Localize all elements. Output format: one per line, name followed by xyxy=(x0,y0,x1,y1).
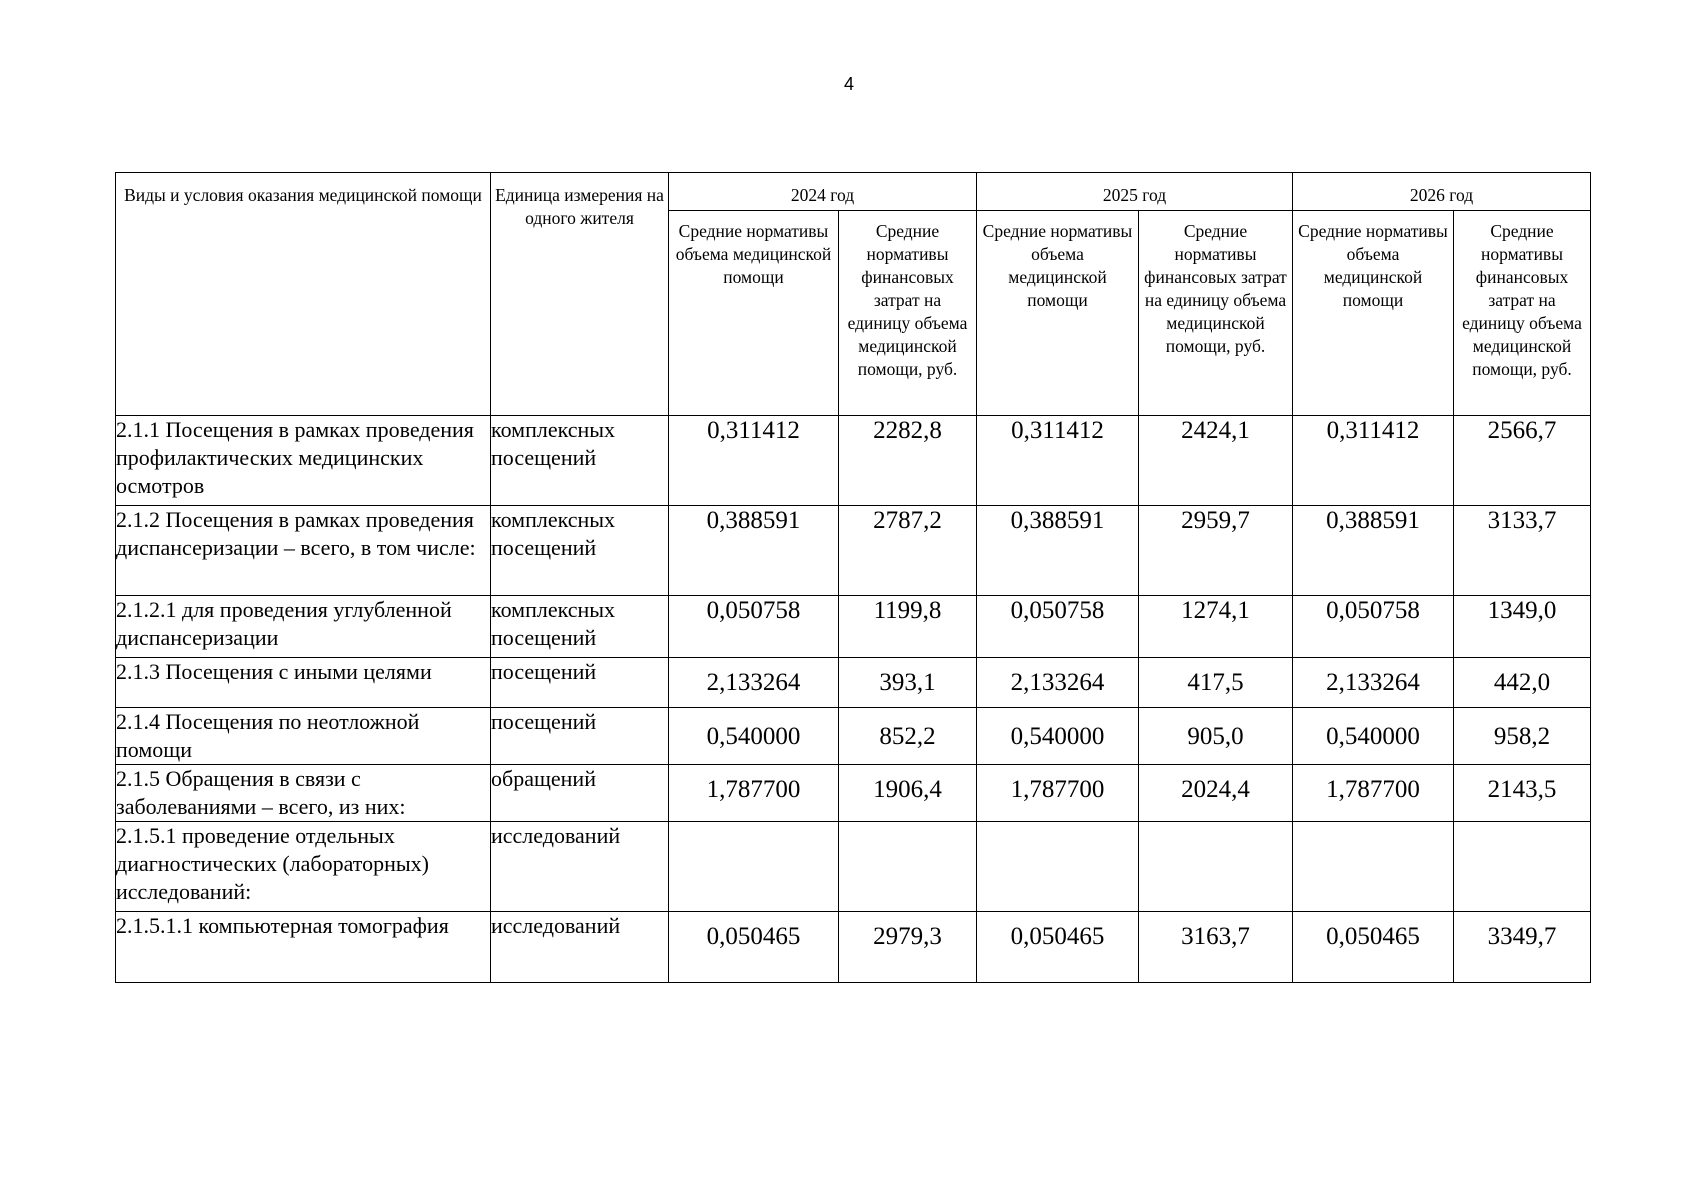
row-label: 2.1.1 Посещения в рамках проведения профилактических медицинских осмотров xyxy=(116,416,491,506)
cost-2025: 905,0 xyxy=(1139,708,1293,765)
table-row xyxy=(116,765,1591,822)
header-unit: Единица измерения на одного жителя xyxy=(491,173,669,416)
cost-2024 xyxy=(839,822,977,912)
volume-2026 xyxy=(1293,822,1454,912)
volume-2025: 0,050758 xyxy=(977,596,1139,658)
table-body xyxy=(116,416,1591,983)
volume-2024: 0,311412 xyxy=(669,416,839,506)
cost-2024: 2979,3 xyxy=(839,912,977,983)
table-row xyxy=(116,416,1591,506)
header-volume-2026: Средние нормативы объема медицинской помощи xyxy=(1293,211,1454,416)
volume-2025: 1,787700 xyxy=(977,765,1139,822)
cost-2025: 1274,1 xyxy=(1139,596,1293,658)
volume-2025: 2,133264 xyxy=(977,658,1139,708)
volume-2025: 0,388591 xyxy=(977,506,1139,596)
row-unit: исследований xyxy=(491,822,669,912)
volume-2026: 1,787700 xyxy=(1293,765,1454,822)
volume-2024: 0,050465 xyxy=(669,912,839,983)
cost-2025: 3163,7 xyxy=(1139,912,1293,983)
volume-2025: 0,540000 xyxy=(977,708,1139,765)
volume-2024: 0,050758 xyxy=(669,596,839,658)
volume-2025: 0,311412 xyxy=(977,416,1139,506)
table-row xyxy=(116,658,1591,708)
row-unit: исследований xyxy=(491,912,669,983)
row-unit: комплексных посещений xyxy=(491,506,669,596)
cost-2026 xyxy=(1454,822,1591,912)
cost-2026: 1349,0 xyxy=(1454,596,1591,658)
row-label: 2.1.5 Обращения в связи с заболеваниями – всего, из них: xyxy=(116,765,491,822)
cost-2026: 3349,7 xyxy=(1454,912,1591,983)
cost-2026: 2143,5 xyxy=(1454,765,1591,822)
row-label: 2.1.2 Посещения в рамках проведения диспансеризации – всего, в том числе: xyxy=(116,506,491,596)
cost-2026: 2566,7 xyxy=(1454,416,1591,506)
volume-2024: 1,787700 xyxy=(669,765,839,822)
cost-2025: 2424,1 xyxy=(1139,416,1293,506)
volume-2026: 2,133264 xyxy=(1293,658,1454,708)
header-year-2024: 2024 год xyxy=(669,173,977,211)
cost-2026: 3133,7 xyxy=(1454,506,1591,596)
cost-2024: 852,2 xyxy=(839,708,977,765)
header-cost-2024: Средние нормативы финансовых затрат на единицу объема медицинской помощи, руб. xyxy=(839,211,977,416)
row-label: 2.1.4 Посещения по неотложной помощи xyxy=(116,708,491,765)
row-unit: посещений xyxy=(491,658,669,708)
volume-2024: 0,388591 xyxy=(669,506,839,596)
volume-2024: 2,133264 xyxy=(669,658,839,708)
header-volume-2024: Средние нормативы объема медицинской помощи xyxy=(669,211,839,416)
header-year-2026: 2026 год xyxy=(1293,173,1591,211)
header-type: Виды и условия оказания медицинской помощи xyxy=(116,173,491,416)
row-unit: обращений xyxy=(491,765,669,822)
cost-2025 xyxy=(1139,822,1293,912)
table-row xyxy=(116,506,1591,596)
volume-2026: 0,311412 xyxy=(1293,416,1454,506)
row-label: 2.1.3 Посещения с иными целями xyxy=(116,658,491,708)
row-unit: комплексных посещений xyxy=(491,416,669,506)
cost-2025: 2024,4 xyxy=(1139,765,1293,822)
cost-2025: 417,5 xyxy=(1139,658,1293,708)
volume-2025: 0,050465 xyxy=(977,912,1139,983)
row-unit: посещений xyxy=(491,708,669,765)
volume-2026: 0,050465 xyxy=(1293,912,1454,983)
volume-2024: 0,540000 xyxy=(669,708,839,765)
cost-2024: 393,1 xyxy=(839,658,977,708)
table-row xyxy=(116,708,1591,765)
table-row xyxy=(116,822,1591,912)
cost-2024: 2787,2 xyxy=(839,506,977,596)
row-label: 2.1.5.1 проведение отдельных диагностических (лабораторных) исследований: xyxy=(116,822,491,912)
cost-2024: 1906,4 xyxy=(839,765,977,822)
cost-2026: 442,0 xyxy=(1454,658,1591,708)
header-cost-2026: Средние нормативы финансовых затрат на единицу объема медицинской помощи, руб. xyxy=(1454,211,1591,416)
row-label: 2.1.5.1.1 компьютерная томография xyxy=(116,912,491,983)
page-number: 4 xyxy=(843,74,854,94)
row-label: 2.1.2.1 для проведения углубленной диспансеризации xyxy=(116,596,491,658)
header-volume-2025: Средние нормативы объема медицинской помощи xyxy=(977,211,1139,416)
volume-2025 xyxy=(977,822,1139,912)
header-cost-2025: Средние нормативы финансовых затрат на единицу объема медицинской помощи, руб. xyxy=(1139,211,1293,416)
cost-2025: 2959,7 xyxy=(1139,506,1293,596)
volume-2024 xyxy=(669,822,839,912)
cost-2026: 958,2 xyxy=(1454,708,1591,765)
volume-2026: 0,050758 xyxy=(1293,596,1454,658)
table-row xyxy=(116,596,1591,658)
table-row xyxy=(116,912,1591,983)
norms-table xyxy=(115,172,1591,983)
cost-2024: 2282,8 xyxy=(839,416,977,506)
volume-2026: 0,540000 xyxy=(1293,708,1454,765)
volume-2026: 0,388591 xyxy=(1293,506,1454,596)
row-unit: комплексных посещений xyxy=(491,596,669,658)
table-header xyxy=(116,173,1591,416)
header-year-2025: 2025 год xyxy=(977,173,1293,211)
cost-2024: 1199,8 xyxy=(839,596,977,658)
